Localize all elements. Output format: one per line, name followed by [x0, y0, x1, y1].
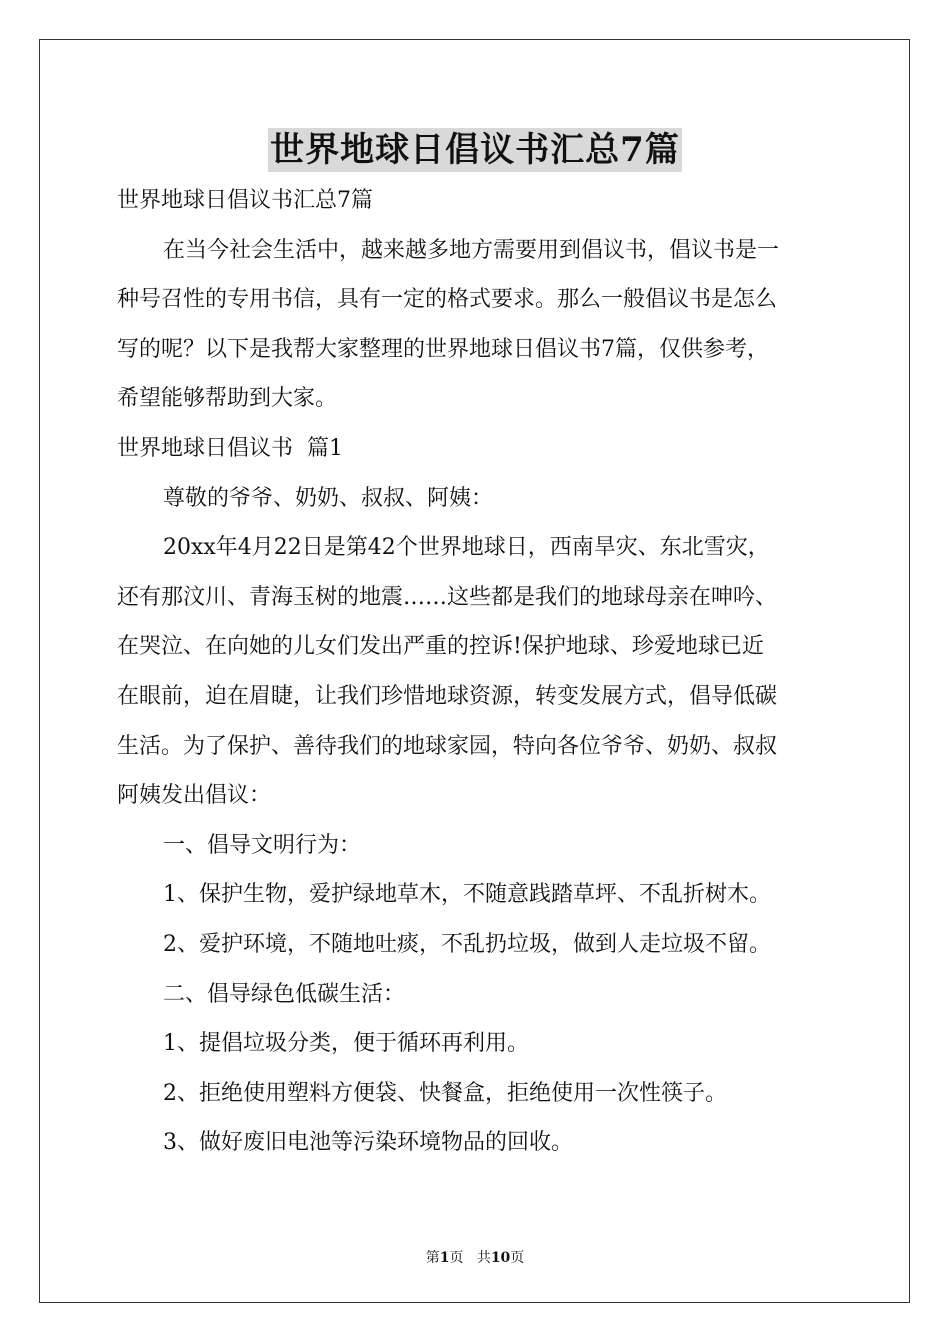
total-page-count: 10 — [490, 1250, 511, 1266]
paragraph-line: 种号召性的专用书信，具有一定的格式要求。那么一般倡议书是怎么 — [117, 287, 778, 313]
list-heading: 一、倡导文明行为： — [163, 832, 362, 858]
paragraph-line: 在当今社会生活中，越来越多地方需要用到倡议书，倡议书是一 — [163, 237, 780, 263]
salutation: 尊敬的爷爷、奶奶、叔叔、阿姨： — [163, 485, 494, 511]
list-item: 1、提倡垃圾分类，便于循环再利用。 — [163, 1031, 529, 1057]
section-heading: 世界地球日倡议书 篇1 — [117, 435, 343, 461]
paragraph-line: 在哭泣、在向她的儿女们发出严重的控诉!保护地球、珍爱地球已近 — [117, 634, 764, 660]
list-heading: 二、倡导绿色低碳生活： — [163, 981, 406, 1007]
document-body — [117, 176, 837, 1168]
page-label: 第 — [425, 1250, 440, 1266]
paragraph-line: 在眼前，迫在眉睫，让我们珍惜地球资源，转变发展方式，倡导低碳 — [117, 683, 778, 709]
list-item: 2、拒绝使用塑料方便袋、快餐盒，拒绝使用一次性筷子。 — [163, 1080, 727, 1106]
paragraph-line: 写的呢？以下是我帮大家整理的世界地球日倡议书7篇，仅供参考， — [117, 336, 769, 362]
current-page-number: 1 — [439, 1250, 450, 1266]
list-item: 1、保护生物，爱护绿地草木，不随意践踏草坪、不乱折树木。 — [163, 882, 771, 908]
title-container — [0, 128, 950, 172]
subtitle-line: 世界地球日倡议书汇总7篇 — [117, 188, 373, 213]
total-label: 共 — [476, 1250, 491, 1266]
paragraph-line: 希望能够帮助到大家。 — [117, 386, 338, 412]
paragraph-line: 还有那汶川、青海玉树的地震……这些都是我们的地球母亲在呻吟、 — [117, 584, 778, 610]
page-footer — [0, 1248, 950, 1268]
list-item: 2、爱护环境，不随地吐痰，不乱扔垃圾，做到人走垃圾不留。 — [163, 931, 771, 957]
paragraph-line: 20xx年4月22日是第42个世界地球日，西南旱灾、东北雪灾， — [163, 535, 770, 561]
total-unit: 页 — [510, 1250, 525, 1266]
list-item: 3、做好废旧电池等污染环境物品的回收。 — [163, 1130, 573, 1156]
page-unit: 页 — [449, 1250, 464, 1266]
paragraph-line: 生活。为了保护、善待我们的地球家园，特向各位爷爷、奶奶、叔叔 — [117, 733, 778, 759]
document-title: 世界地球日倡议书汇总7篇 — [270, 130, 680, 170]
paragraph-line: 阿姨发出倡议： — [117, 783, 272, 809]
